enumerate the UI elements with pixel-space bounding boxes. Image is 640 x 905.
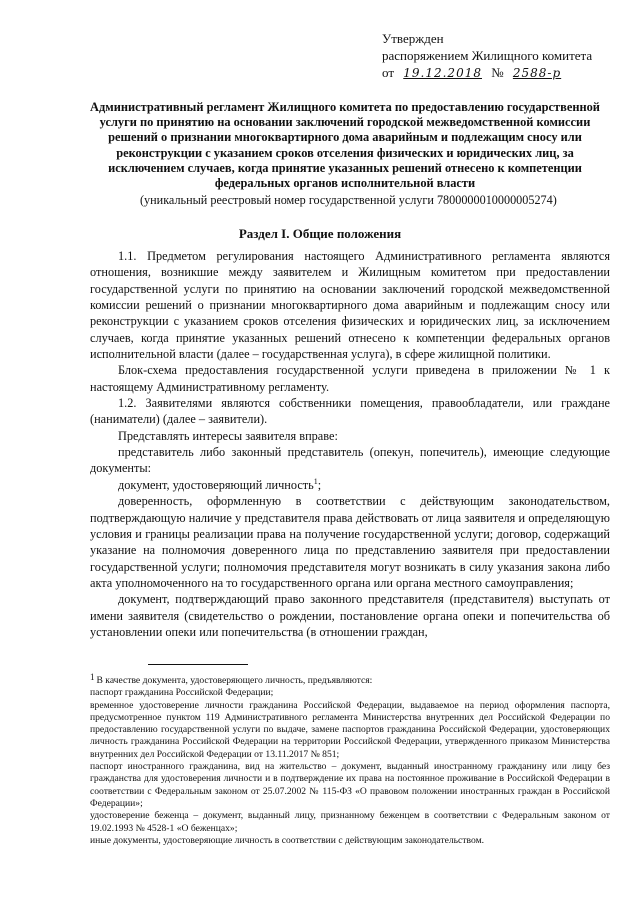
paragraph: Блок-схема предоставления государственной услуги приведена в приложении № 1 к настоящему Административному регламенту. [90,363,610,394]
footnote-item: паспорт иностранного гражданина, вид на жительство – документ, выданный иностранному гражданину или лицу без гражданства для удостоверения личности и в подтверждение их права на постоянное проживание в Российской Федерации в соответствии с Федеральным законом от 25.07.2002 № 115-ФЗ «О правовом положении иностранных граждан в Российской Федерации»; [90,761,610,809]
paragraph-with-footnote [90,477,610,493]
date-label: от [382,65,395,80]
footnote-divider [148,664,248,665]
paragraph: 1.1. Предметом регулирования настоящего Административного регламента являются отношения, возникшие между заявителем и Жилищным комитетом при предоставлении государственной услуги по принятию на основании заключений городской межведомственной комиссии решений о признании многоквартирного дома аварийным и подлежащим сносу или реконструкции с указанием сроков отселения физических и юридических лиц, за исключением случаев, когда принятие указанных решений отнесено к компетенции федеральных органов исполнительной власти (далее – государственная услуга), в сфере жилищной политики. [90,249,610,362]
section-heading: Раздел I. Общие положения [238,226,402,241]
paragraph: представитель либо законный представитель (опекун, попечитель), имеющие следующие документы: [90,445,610,476]
approval-date-number [382,64,592,82]
number-label: № [491,65,504,80]
approval-stamp [382,30,592,82]
registry-number: (уникальный реестровый номер государственной услуги 7800000010000005274) [140,193,557,207]
paragraph: 1.2. Заявителями являются собственники помещения, правообладатели, или граждане (наниматели) (далее – заявители). [90,396,610,427]
footnotes [90,671,610,847]
document-body [90,248,610,640]
footnote-item: удостоверение беженца – документ, выданный лицу, признанному беженцем в соответствии с Федеральным законом от 19.02.1993 № 4528-1 «О беженцах»; [90,810,610,834]
paragraph: доверенность, оформленную в соответствии с действующим законодательством, подтверждающую наличие у представителя права действовать от лица заявителя и определяющую условия и границы реализации права на получение государственной услуги; договор, содержащий указание на полномочия доверенного лица по представлению заявителя при предоставлении государственной услуги; полномочия представителя могут возникать в силу указания закона либо акта уполномоченного на то государственного органа или органа местного самоуправления; [90,494,610,590]
footnote-intro-text: В качестве документа, удостоверяющего личность, предъявляются: [96,675,373,686]
footnote-reference[interactable]: 1 [313,476,318,486]
handwritten-date: 19.12.2018 [403,66,482,80]
paragraph-tail: ; [317,477,322,492]
paragraph: документ, подтверждающий право законного представителя (представителя) выступать от имени заявителя (свидетельство о рождении, постановление органа опеки и попечительства об установлении опеки или попечительства (в отношении граждан, [90,592,610,639]
footnote-marker: 1 [90,672,95,682]
paragraph-text: документ, удостоверяющий личность [118,477,314,492]
approval-label: Утвержден [382,31,444,46]
document-title: Административный регламент Жилищного комитета по предоставлению государственной услуги по принятию на основании заключений городской межведомственной комиссии решений о признании многоквартирного дома аварийным и подлежащим сносу или реконструкции с указанием сроков отселения физических и юридических лиц, за исключением случаев, когда принятие указанных решений отнесено к компетенции федеральных органов исполнительной власти [90,100,600,191]
footnote-item: иные документы, удостоверяющие личность в соответствии с действующим законодательством. [90,834,485,846]
footnote-intro [90,671,610,687]
footnote-item: временное удостоверение личности гражданина Российской Федерации, выдаваемое на период оформления паспорта, предусмотренное пунктом 119 Административного регламента Министерства внутренних дел Российской Федерации по предоставлению государственной услуги по выдаче, замене паспортов гражданина Российской Федерации, удостоверяющих личность гражданина Российской Федерации на территории Российской Федерации, утвержденного приказом Министерства внутренних дел Российской Федерации от 13.11.2017 № 851; [90,699,610,760]
approval-authority: распоряжением Жилищного комитета [382,48,593,63]
footnote-item: паспорт гражданина Российской Федерации; [90,687,274,699]
handwritten-number: 2588-р [512,66,562,80]
paragraph: Представлять интересы заявителя вправе: [118,428,338,443]
